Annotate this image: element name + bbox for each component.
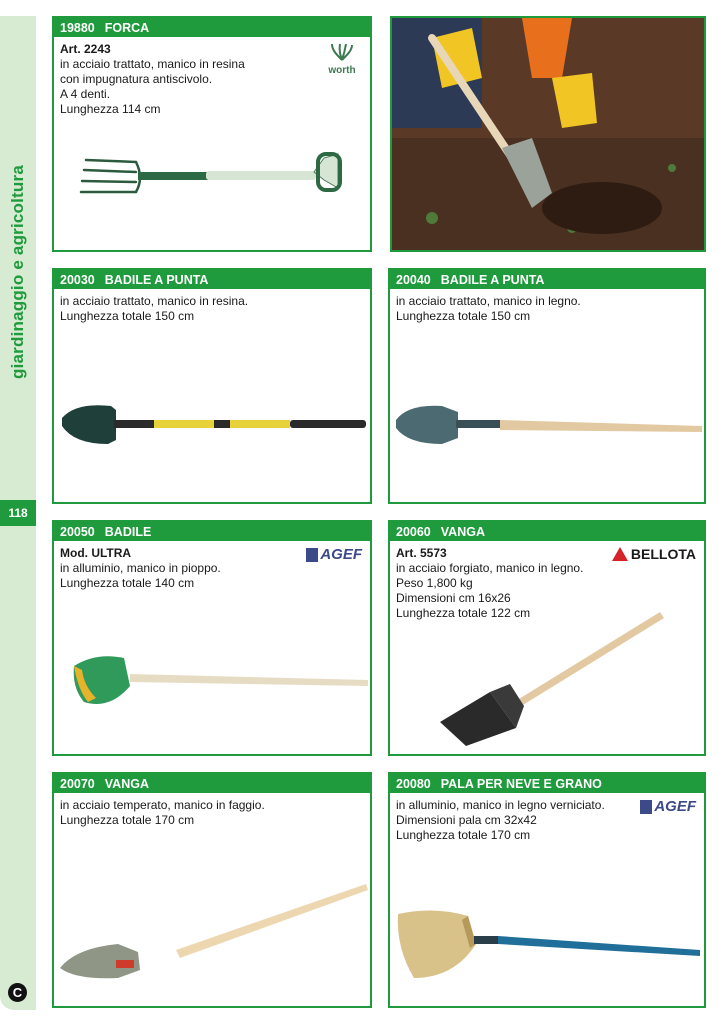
product-code: 20080 bbox=[396, 776, 431, 791]
product-card-20040 bbox=[388, 268, 706, 504]
product-name: BADILE bbox=[104, 524, 152, 539]
product-name: BADILE A PUNTA bbox=[104, 272, 209, 287]
description-line: Dimensioni pala cm 32x42 bbox=[396, 813, 537, 827]
product-model: Art. 2243 bbox=[60, 42, 111, 56]
product-description bbox=[54, 793, 370, 828]
product-card-20030 bbox=[52, 268, 372, 504]
description-line: con impugnatura antiscivolo. bbox=[60, 72, 213, 86]
product-description bbox=[390, 289, 704, 324]
brand-name: AGEF bbox=[654, 798, 696, 815]
product-header bbox=[390, 774, 704, 793]
product-header bbox=[390, 270, 704, 289]
description-line: Lunghezza totale 122 cm bbox=[396, 606, 531, 620]
description-line: Lunghezza 114 cm bbox=[60, 102, 161, 116]
page-number: 118 bbox=[0, 500, 36, 526]
snow-shovel-image bbox=[394, 904, 704, 984]
section-title: giardinaggio e agricoltura bbox=[8, 165, 27, 379]
product-name: PALA PER NEVE E GRANO bbox=[440, 776, 602, 791]
description-line: Lunghezza totale 140 cm bbox=[60, 576, 195, 590]
description-line: in acciaio temperato, manico in faggio. bbox=[60, 798, 265, 812]
pointed-shovel-wood-image bbox=[392, 398, 704, 458]
description-line: Dimensioni cm 16x26 bbox=[396, 591, 511, 605]
description-line: Lunghezza totale 170 cm bbox=[396, 828, 531, 842]
description-line: in acciaio trattato, manico in legno. bbox=[396, 294, 581, 308]
agef-mark-icon bbox=[640, 800, 652, 814]
product-header bbox=[54, 522, 370, 541]
product-name: BADILE A PUNTA bbox=[440, 272, 545, 287]
product-name: VANGA bbox=[440, 524, 485, 539]
product-code: 19880 bbox=[60, 20, 95, 35]
brand-name: AGEF bbox=[320, 546, 362, 563]
description-line: Lunghezza totale 170 cm bbox=[60, 813, 195, 827]
product-name: VANGA bbox=[104, 776, 149, 791]
product-model: Mod. ULTRA bbox=[60, 546, 132, 560]
aluminium-shovel-image bbox=[70, 652, 370, 722]
product-code: 20060 bbox=[396, 524, 431, 539]
description-line: Lunghezza totale 150 cm bbox=[396, 309, 531, 323]
agef-mark-icon bbox=[306, 548, 318, 562]
brand-logo-worth bbox=[322, 42, 362, 76]
description-line: in alluminio, manico in legno verniciato. bbox=[396, 798, 605, 812]
product-card-20050 bbox=[52, 520, 372, 756]
product-header bbox=[54, 774, 370, 793]
bellota-triangle-icon bbox=[612, 547, 628, 561]
product-code: 20030 bbox=[60, 272, 95, 287]
product-header bbox=[54, 270, 370, 289]
product-model: Art. 5573 bbox=[396, 546, 447, 560]
product-description bbox=[54, 289, 370, 324]
product-card-20080 bbox=[388, 772, 706, 1008]
worth-leaf-icon bbox=[322, 42, 362, 62]
description-line: Peso 1,800 kg bbox=[396, 576, 473, 590]
spade-bellota-image bbox=[430, 606, 670, 746]
brand-name: BELLOTA bbox=[630, 546, 696, 562]
description-line: in acciaio trattato, manico in resina bbox=[60, 57, 245, 71]
product-header bbox=[54, 18, 370, 37]
product-card-20070 bbox=[52, 772, 372, 1008]
product-code: 20070 bbox=[60, 776, 95, 791]
product-card-20060 bbox=[388, 520, 706, 756]
description-line: in alluminio, manico in pioppo. bbox=[60, 561, 221, 575]
description-line: Lunghezza totale 150 cm bbox=[60, 309, 195, 323]
pointed-shovel-resin-image bbox=[56, 398, 370, 458]
brand-logo-agef bbox=[640, 798, 696, 815]
brand-logo-agef bbox=[306, 546, 362, 563]
spade-beech-image bbox=[56, 882, 370, 986]
copyright-icon: C bbox=[8, 983, 27, 1002]
brand-name: worth bbox=[328, 65, 356, 76]
description-line: in acciaio trattato, manico in resina. bbox=[60, 294, 249, 308]
description-line: A 4 denti. bbox=[60, 87, 111, 101]
digging-photo-image bbox=[392, 18, 706, 252]
brand-logo-bellota bbox=[612, 546, 696, 562]
description-line: in acciaio forgiato, manico in legno. bbox=[396, 561, 584, 575]
gardening-photo bbox=[390, 16, 706, 252]
product-name: FORCA bbox=[104, 20, 150, 35]
fork-image bbox=[76, 148, 376, 228]
product-code: 20040 bbox=[396, 272, 431, 287]
product-code: 20050 bbox=[60, 524, 95, 539]
product-card-19880 bbox=[52, 16, 372, 252]
product-header bbox=[390, 522, 704, 541]
